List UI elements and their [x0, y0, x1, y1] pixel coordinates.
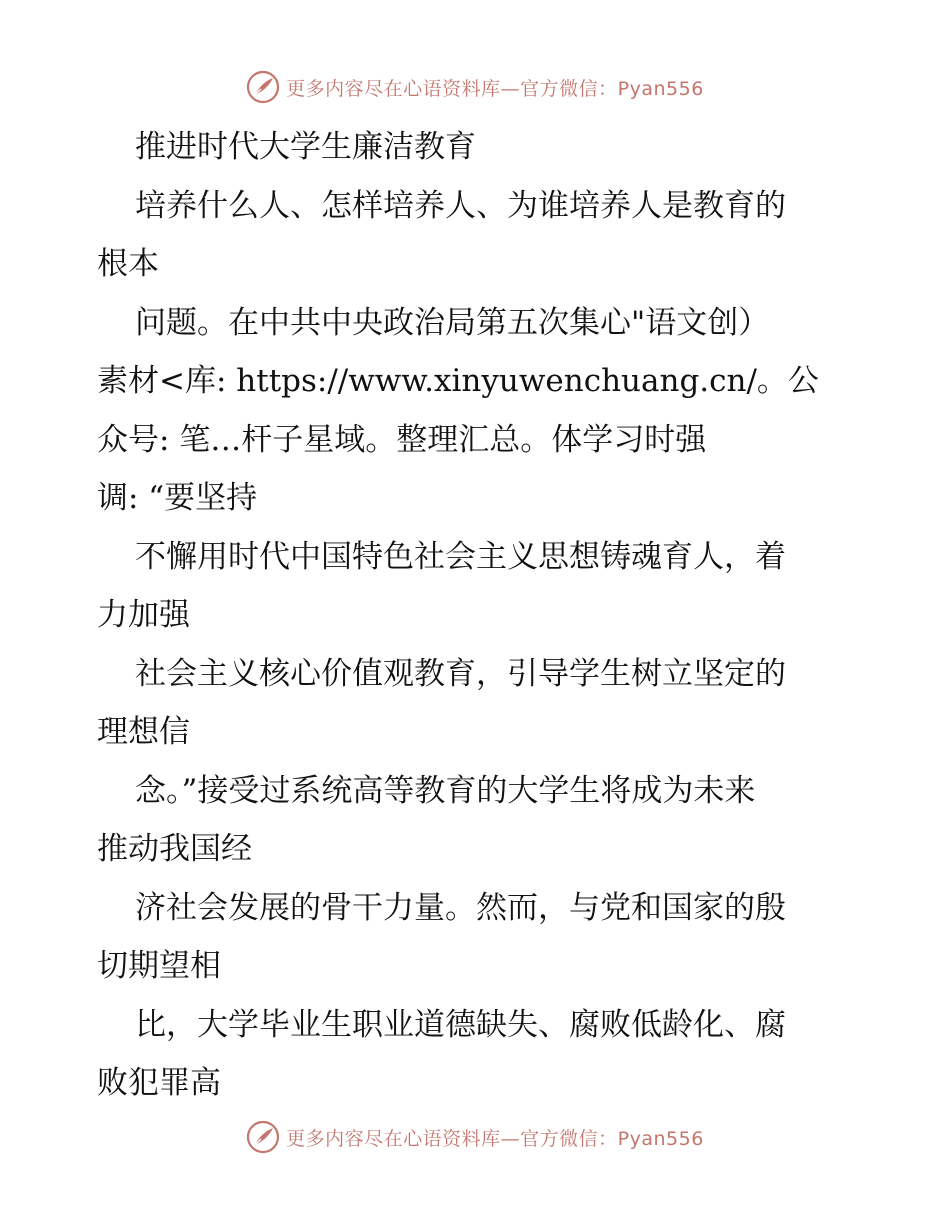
text-line: 调: “要坚持 — [97, 480, 258, 516]
footer-watermark-banner — [0, 1120, 950, 1154]
document-body — [97, 118, 867, 1113]
text-line: 培养什么人、怎样培养人、为谁培养人是教育的 — [135, 187, 786, 224]
text-line: 济社会发展的骨干力量。然而，与党和国家的殷 — [135, 889, 786, 926]
text-line: 比，大学毕业生职业道德缺失、腐败低龄化、腐 — [135, 1006, 786, 1043]
text-line: 推动我国经 — [97, 831, 252, 867]
text-line: 败犯罪高 — [97, 1065, 221, 1101]
text-line: 理想信 — [97, 714, 190, 750]
banner-wechat-id: Pyan556 — [617, 1127, 704, 1150]
text-line: 念。”接受过系统高等教育的大学生将成为未来 — [135, 772, 756, 809]
banner-wechat-id: Pyan556 — [617, 77, 704, 100]
text-line: 推进时代大学生廉洁教育 — [135, 129, 476, 165]
banner-text: 更多内容尽在心语资料库—官方微信： — [286, 77, 618, 100]
text-line: 社会主义核心价值观教育，引导学生树立坚定的 — [135, 655, 786, 692]
text-line: 素材<库: https://www.xinyuwenchuang.cn/。公 — [97, 363, 819, 399]
text-line: 不懈用时代中国特色社会主义思想铸魂育人，着 — [135, 538, 786, 575]
text-line: 切期望相 — [97, 948, 221, 984]
text-line: 根本 — [97, 246, 159, 282]
quill-logo-icon — [246, 70, 280, 104]
banner-text: 更多内容尽在心语资料库—官方微信： — [286, 1127, 618, 1150]
header-watermark-banner — [0, 70, 950, 104]
text-line: 问题。在中共中央政治局第五次集心"语文创） — [135, 304, 770, 341]
text-line: 力加强 — [97, 597, 190, 633]
text-line: 众号: 笔…杆子星域。整理汇总。体学习时强 — [97, 421, 707, 458]
quill-logo-icon — [246, 1120, 280, 1154]
